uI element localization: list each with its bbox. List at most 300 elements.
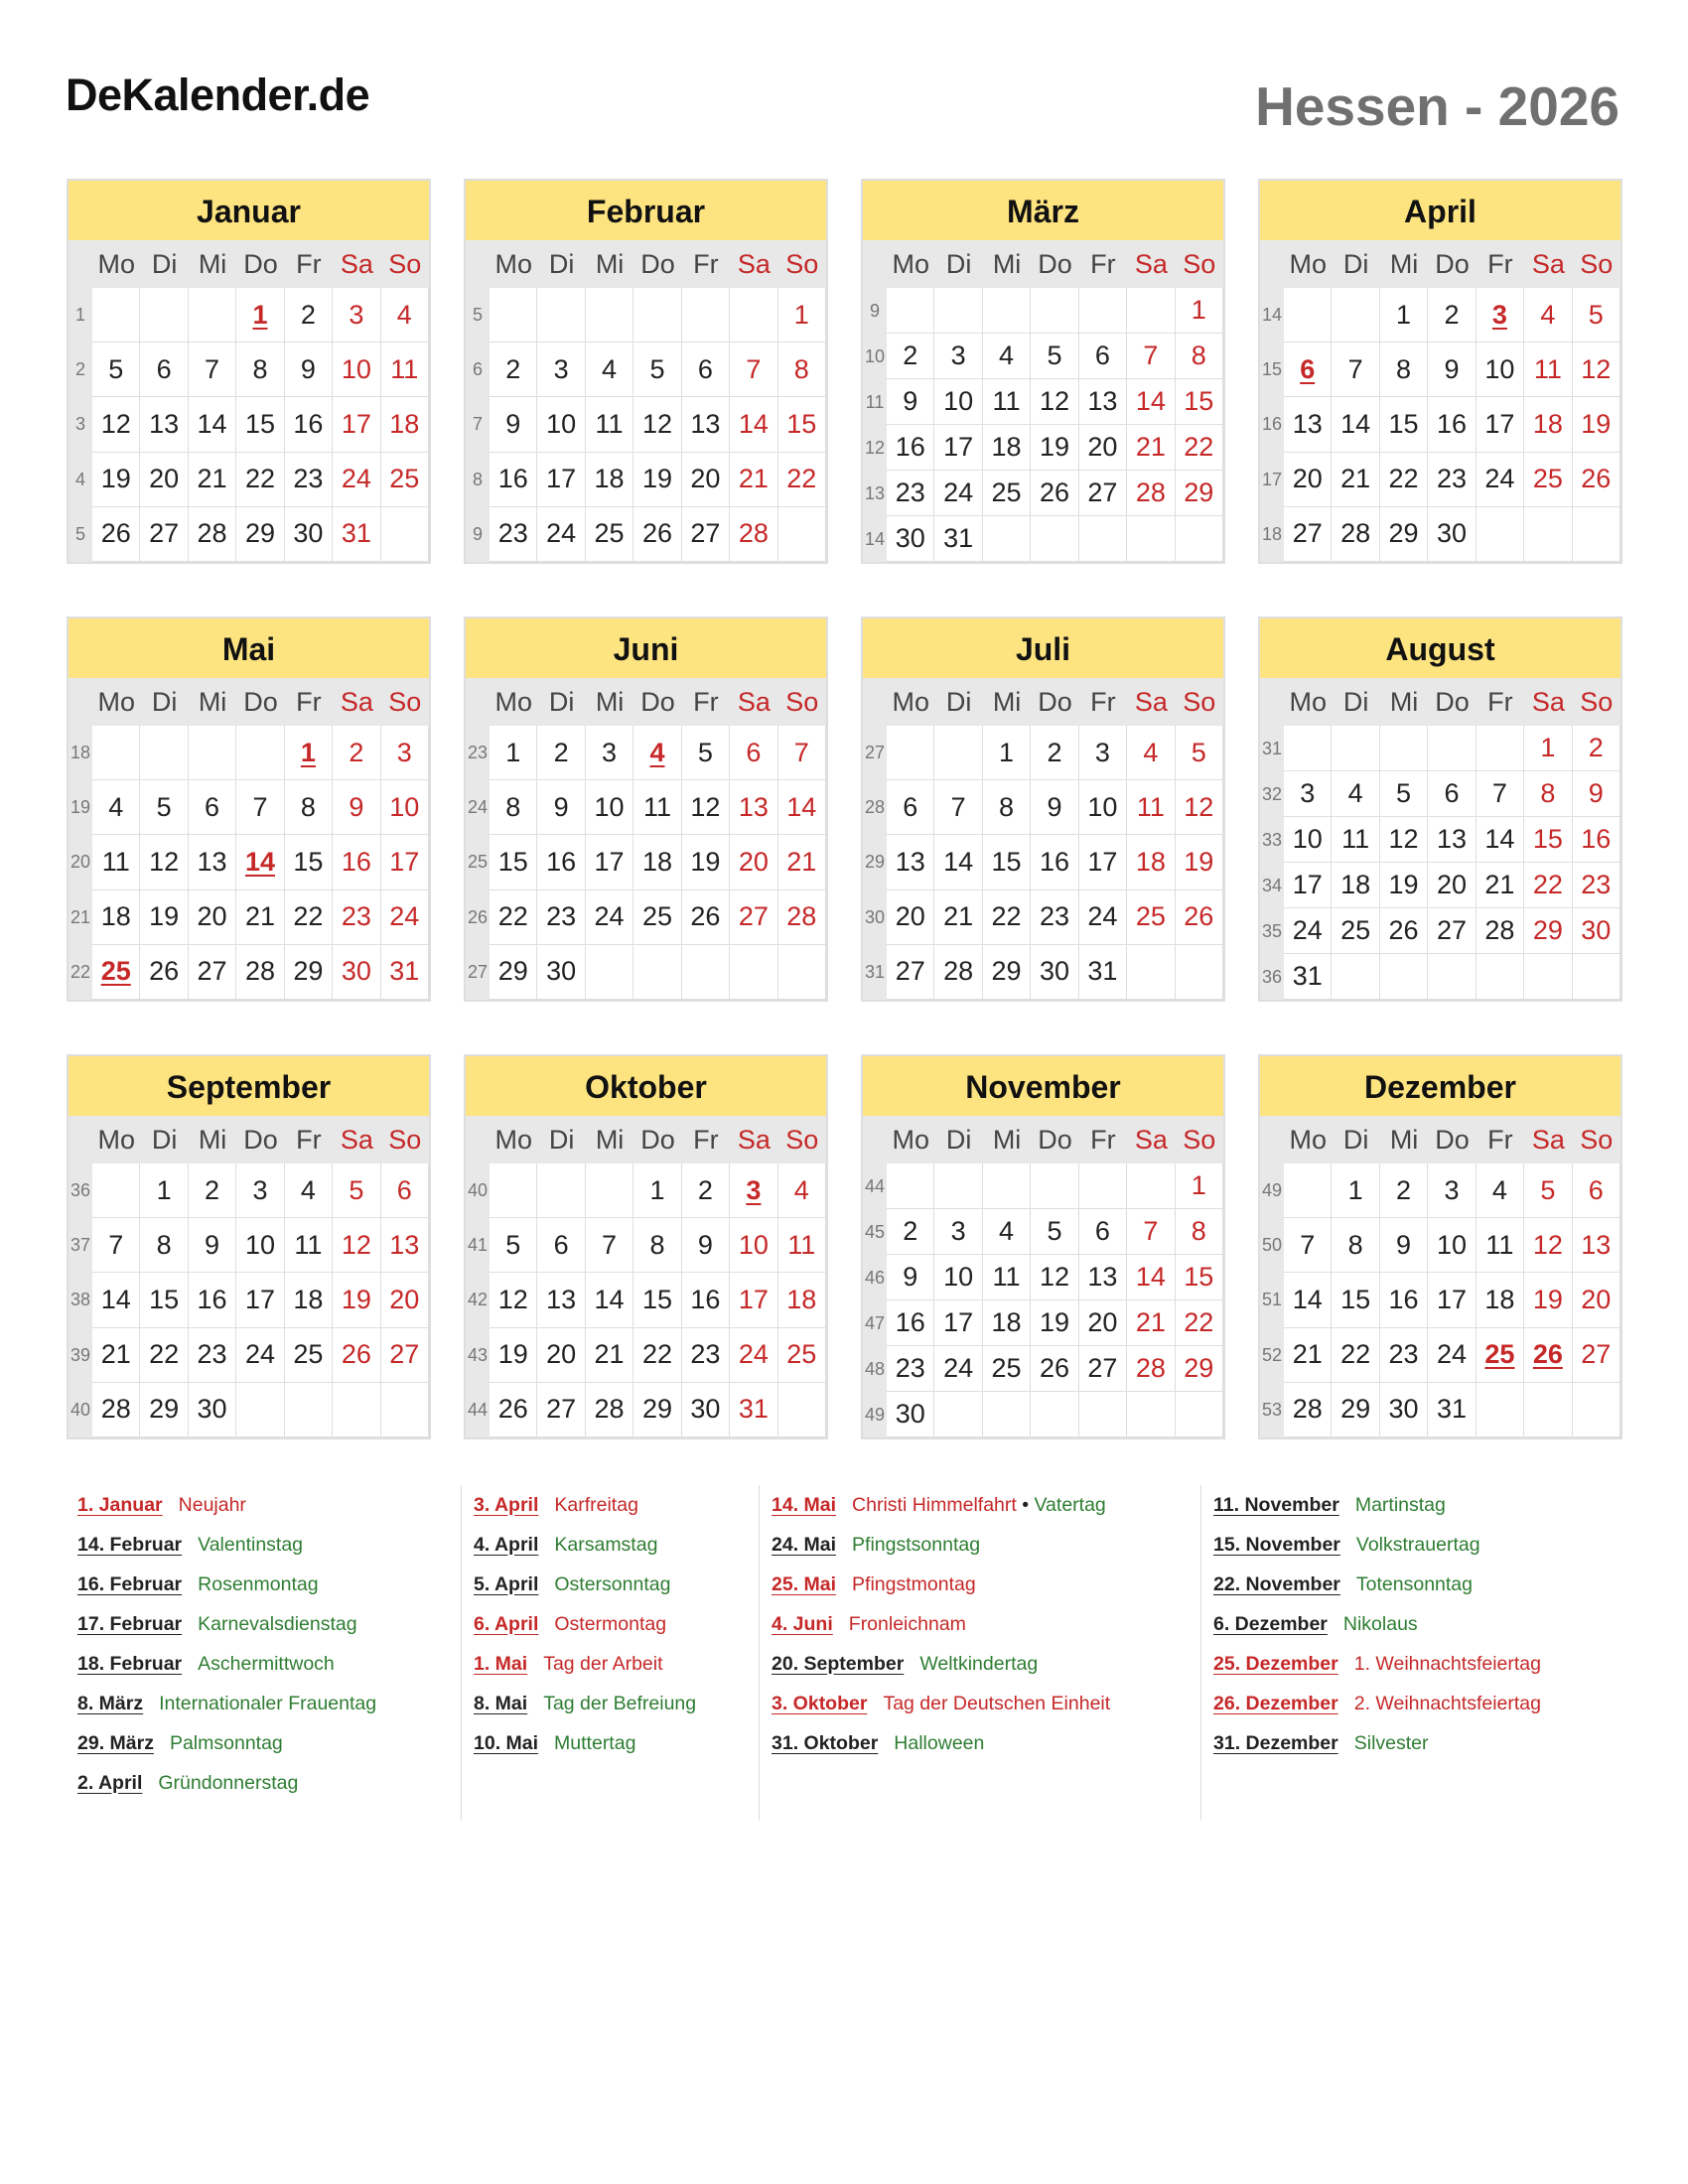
day-cell[interactable]: 3 — [236, 1163, 284, 1218]
day-cell[interactable]: 29 — [285, 945, 333, 1000]
day-cell[interactable]: 14 — [1127, 379, 1175, 425]
day-cell[interactable]: 2 — [887, 1209, 934, 1255]
day-cell[interactable]: 26 — [1031, 471, 1078, 516]
holiday-date[interactable]: 31. Oktober — [772, 1731, 879, 1754]
day-cell[interactable]: 23 — [285, 453, 333, 507]
holiday-date[interactable]: 6. April — [474, 1612, 539, 1635]
day-cell[interactable]: 22 — [140, 1328, 188, 1383]
day-cell[interactable]: 8 — [1524, 771, 1572, 817]
day-cell[interactable]: 20 — [1284, 453, 1332, 507]
day-cell[interactable]: 15 — [1524, 817, 1572, 863]
day-cell[interactable]: 27 — [1428, 908, 1476, 954]
day-cell[interactable]: 22 — [285, 890, 333, 945]
day-cell[interactable]: 13 — [1284, 397, 1332, 452]
day-cell[interactable]: 10 — [1284, 817, 1332, 863]
day-cell[interactable]: 12 — [682, 780, 730, 835]
day-cell[interactable]: 2 — [333, 726, 380, 780]
day-cell[interactable]: 19 — [333, 1273, 380, 1327]
day-cell[interactable]: 1 — [1176, 288, 1223, 334]
day-cell[interactable]: 9 — [1031, 780, 1078, 835]
day-cell[interactable]: 11 — [983, 379, 1031, 425]
day-cell[interactable]: 3 — [1428, 1163, 1476, 1218]
day-cell[interactable]: 25 — [285, 1328, 333, 1383]
day-cell[interactable]: 13 — [887, 835, 934, 889]
day-cell[interactable]: 27 — [140, 507, 188, 562]
day-cell[interactable]: 13 — [682, 397, 730, 452]
day-cell[interactable]: 15 — [1380, 397, 1428, 452]
day-cell[interactable]: 6 — [1079, 334, 1127, 379]
day-cell[interactable]: 15 — [1176, 379, 1223, 425]
day-cell[interactable]: 24 — [333, 453, 380, 507]
day-cell[interactable]: 27 — [682, 507, 730, 562]
day-cell[interactable]: 5 — [1573, 288, 1620, 342]
day-cell[interactable]: 7 — [586, 1218, 633, 1273]
day-cell[interactable]: 19 — [1524, 1273, 1572, 1327]
day-cell[interactable]: 18 — [381, 397, 429, 452]
day-cell[interactable]: 28 — [1284, 1383, 1332, 1437]
day-cell[interactable]: 14 — [236, 835, 284, 889]
day-cell[interactable]: 1 — [1380, 288, 1428, 342]
day-cell[interactable]: 3 — [1477, 288, 1524, 342]
day-cell[interactable]: 26 — [633, 507, 681, 562]
day-cell[interactable]: 5 — [333, 1163, 380, 1218]
day-cell[interactable]: 17 — [236, 1273, 284, 1327]
day-cell[interactable]: 20 — [537, 1328, 585, 1383]
day-cell[interactable]: 8 — [140, 1218, 188, 1273]
day-cell[interactable]: 11 — [381, 342, 429, 397]
day-cell[interactable]: 20 — [1079, 1300, 1127, 1346]
day-cell[interactable]: 23 — [887, 1346, 934, 1392]
day-cell[interactable]: 5 — [633, 342, 681, 397]
holiday-date[interactable]: 15. November — [1213, 1533, 1340, 1556]
day-cell[interactable]: 19 — [682, 835, 730, 889]
day-cell[interactable]: 25 — [778, 1328, 826, 1383]
day-cell[interactable]: 30 — [537, 945, 585, 1000]
day-cell[interactable]: 22 — [1332, 1328, 1379, 1383]
day-cell[interactable]: 11 — [778, 1218, 826, 1273]
day-cell[interactable]: 10 — [934, 379, 982, 425]
day-cell[interactable]: 22 — [1380, 453, 1428, 507]
day-cell[interactable]: 2 — [1380, 1163, 1428, 1218]
day-cell[interactable]: 4 — [633, 726, 681, 780]
day-cell[interactable]: 7 — [1127, 334, 1175, 379]
day-cell[interactable]: 16 — [537, 835, 585, 889]
day-cell[interactable]: 16 — [887, 1300, 934, 1346]
day-cell[interactable]: 3 — [537, 342, 585, 397]
day-cell[interactable]: 29 — [236, 507, 284, 562]
day-cell[interactable]: 24 — [381, 890, 429, 945]
day-cell[interactable]: 4 — [778, 1163, 826, 1218]
day-cell[interactable]: 7 — [1284, 1218, 1332, 1273]
day-cell[interactable]: 30 — [682, 1383, 730, 1437]
day-cell[interactable]: 12 — [633, 397, 681, 452]
day-cell[interactable]: 17 — [730, 1273, 777, 1327]
day-cell[interactable]: 17 — [333, 397, 380, 452]
day-cell[interactable]: 20 — [381, 1273, 429, 1327]
day-cell[interactable]: 15 — [236, 397, 284, 452]
day-cell[interactable]: 20 — [682, 453, 730, 507]
day-cell[interactable]: 2 — [537, 726, 585, 780]
day-cell[interactable]: 13 — [1079, 1255, 1127, 1300]
day-cell[interactable]: 18 — [1127, 835, 1175, 889]
day-cell[interactable]: 5 — [92, 342, 140, 397]
day-cell[interactable]: 1 — [236, 288, 284, 342]
day-cell[interactable]: 14 — [189, 397, 236, 452]
day-cell[interactable]: 23 — [537, 890, 585, 945]
day-cell[interactable]: 17 — [1477, 397, 1524, 452]
day-cell[interactable]: 8 — [778, 342, 826, 397]
day-cell[interactable]: 9 — [189, 1218, 236, 1273]
day-cell[interactable]: 24 — [1284, 908, 1332, 954]
day-cell[interactable]: 28 — [1127, 471, 1175, 516]
day-cell[interactable]: 12 — [140, 835, 188, 889]
day-cell[interactable]: 14 — [92, 1273, 140, 1327]
day-cell[interactable]: 3 — [934, 334, 982, 379]
day-cell[interactable]: 8 — [1380, 342, 1428, 397]
day-cell[interactable]: 4 — [1127, 726, 1175, 780]
day-cell[interactable]: 30 — [189, 1383, 236, 1437]
day-cell[interactable]: 1 — [285, 726, 333, 780]
day-cell[interactable]: 17 — [934, 425, 982, 471]
holiday-date[interactable]: 26. Dezember — [1213, 1692, 1338, 1714]
day-cell[interactable]: 4 — [983, 1209, 1031, 1255]
day-cell[interactable]: 3 — [586, 726, 633, 780]
day-cell[interactable]: 30 — [1428, 507, 1476, 562]
day-cell[interactable]: 27 — [1079, 471, 1127, 516]
day-cell[interactable]: 8 — [285, 780, 333, 835]
day-cell[interactable]: 25 — [1127, 890, 1175, 945]
holiday-date[interactable]: 1. Januar — [77, 1493, 163, 1516]
day-cell[interactable]: 6 — [537, 1218, 585, 1273]
day-cell[interactable]: 5 — [1380, 771, 1428, 817]
holiday-date[interactable]: 25. Dezember — [1213, 1652, 1338, 1675]
day-cell[interactable]: 14 — [934, 835, 982, 889]
day-cell[interactable]: 28 — [778, 890, 826, 945]
day-cell[interactable]: 4 — [1524, 288, 1572, 342]
day-cell[interactable]: 24 — [537, 507, 585, 562]
day-cell[interactable]: 3 — [333, 288, 380, 342]
day-cell[interactable]: 10 — [586, 780, 633, 835]
day-cell[interactable]: 18 — [983, 1300, 1031, 1346]
day-cell[interactable]: 20 — [1428, 863, 1476, 908]
day-cell[interactable]: 10 — [1079, 780, 1127, 835]
day-cell[interactable]: 9 — [490, 397, 537, 452]
day-cell[interactable]: 9 — [887, 379, 934, 425]
day-cell[interactable]: 26 — [1524, 1328, 1572, 1383]
day-cell[interactable]: 27 — [1573, 1328, 1620, 1383]
holiday-date[interactable]: 10. Mai — [474, 1731, 539, 1754]
day-cell[interactable]: 15 — [778, 397, 826, 452]
day-cell[interactable]: 21 — [934, 890, 982, 945]
day-cell[interactable]: 4 — [381, 288, 429, 342]
day-cell[interactable]: 4 — [1477, 1163, 1524, 1218]
day-cell[interactable]: 26 — [92, 507, 140, 562]
day-cell[interactable]: 22 — [1176, 425, 1223, 471]
day-cell[interactable]: 31 — [381, 945, 429, 1000]
day-cell[interactable]: 29 — [1176, 1346, 1223, 1392]
day-cell[interactable]: 7 — [1332, 342, 1379, 397]
day-cell[interactable]: 1 — [1524, 726, 1572, 771]
day-cell[interactable]: 15 — [490, 835, 537, 889]
day-cell[interactable]: 11 — [1477, 1218, 1524, 1273]
day-cell[interactable]: 25 — [633, 890, 681, 945]
day-cell[interactable]: 3 — [1284, 771, 1332, 817]
day-cell[interactable]: 29 — [1524, 908, 1572, 954]
day-cell[interactable]: 4 — [285, 1163, 333, 1218]
day-cell[interactable]: 12 — [1031, 1255, 1078, 1300]
day-cell[interactable]: 21 — [1332, 453, 1379, 507]
day-cell[interactable]: 5 — [140, 780, 188, 835]
day-cell[interactable]: 10 — [381, 780, 429, 835]
day-cell[interactable]: 7 — [1477, 771, 1524, 817]
day-cell[interactable]: 24 — [586, 890, 633, 945]
holiday-date[interactable]: 17. Februar — [77, 1612, 183, 1635]
holiday-date[interactable]: 6. Dezember — [1213, 1612, 1328, 1635]
day-cell[interactable]: 1 — [778, 288, 826, 342]
day-cell[interactable]: 16 — [285, 397, 333, 452]
day-cell[interactable]: 24 — [236, 1328, 284, 1383]
day-cell[interactable]: 17 — [537, 453, 585, 507]
day-cell[interactable]: 14 — [778, 780, 826, 835]
day-cell[interactable]: 22 — [983, 890, 1031, 945]
day-cell[interactable]: 1 — [490, 726, 537, 780]
day-cell[interactable]: 28 — [586, 1383, 633, 1437]
day-cell[interactable]: 22 — [1176, 1300, 1223, 1346]
day-cell[interactable]: 26 — [140, 945, 188, 1000]
day-cell[interactable]: 22 — [490, 890, 537, 945]
day-cell[interactable]: 18 — [1332, 863, 1379, 908]
day-cell[interactable]: 8 — [1332, 1218, 1379, 1273]
day-cell[interactable]: 11 — [633, 780, 681, 835]
day-cell[interactable]: 7 — [1127, 1209, 1175, 1255]
day-cell[interactable]: 30 — [333, 945, 380, 1000]
day-cell[interactable]: 18 — [1524, 397, 1572, 452]
day-cell[interactable]: 8 — [490, 780, 537, 835]
day-cell[interactable]: 16 — [490, 453, 537, 507]
day-cell[interactable]: 11 — [92, 835, 140, 889]
day-cell[interactable]: 7 — [236, 780, 284, 835]
day-cell[interactable]: 29 — [140, 1383, 188, 1437]
day-cell[interactable]: 23 — [1380, 1328, 1428, 1383]
day-cell[interactable]: 25 — [983, 1346, 1031, 1392]
day-cell[interactable]: 18 — [92, 890, 140, 945]
holiday-date[interactable]: 8. März — [77, 1692, 144, 1714]
holiday-date[interactable]: 20. September — [772, 1652, 905, 1675]
day-cell[interactable]: 9 — [1380, 1218, 1428, 1273]
holiday-date[interactable]: 4. April — [474, 1533, 539, 1556]
day-cell[interactable]: 20 — [140, 453, 188, 507]
day-cell[interactable]: 11 — [983, 1255, 1031, 1300]
day-cell[interactable]: 10 — [730, 1218, 777, 1273]
day-cell[interactable]: 15 — [983, 835, 1031, 889]
day-cell[interactable]: 6 — [682, 342, 730, 397]
holiday-date[interactable]: 22. November — [1213, 1572, 1340, 1595]
day-cell[interactable]: 18 — [633, 835, 681, 889]
day-cell[interactable]: 28 — [934, 945, 982, 1000]
day-cell[interactable]: 27 — [537, 1383, 585, 1437]
day-cell[interactable]: 14 — [1284, 1273, 1332, 1327]
day-cell[interactable]: 4 — [586, 342, 633, 397]
day-cell[interactable]: 30 — [1573, 908, 1620, 954]
day-cell[interactable]: 13 — [1428, 817, 1476, 863]
day-cell[interactable]: 27 — [1284, 507, 1332, 562]
day-cell[interactable]: 16 — [1380, 1273, 1428, 1327]
day-cell[interactable]: 6 — [1284, 342, 1332, 397]
day-cell[interactable]: 28 — [1127, 1346, 1175, 1392]
day-cell[interactable]: 6 — [1079, 1209, 1127, 1255]
day-cell[interactable]: 17 — [1079, 835, 1127, 889]
day-cell[interactable]: 8 — [633, 1218, 681, 1273]
day-cell[interactable]: 3 — [1079, 726, 1127, 780]
day-cell[interactable]: 29 — [1176, 471, 1223, 516]
day-cell[interactable]: 22 — [778, 453, 826, 507]
day-cell[interactable]: 4 — [92, 780, 140, 835]
day-cell[interactable]: 25 — [92, 945, 140, 1000]
day-cell[interactable]: 4 — [1332, 771, 1379, 817]
day-cell[interactable]: 10 — [1428, 1218, 1476, 1273]
day-cell[interactable]: 29 — [490, 945, 537, 1000]
day-cell[interactable]: 26 — [1380, 908, 1428, 954]
day-cell[interactable]: 26 — [333, 1328, 380, 1383]
day-cell[interactable]: 24 — [1079, 890, 1127, 945]
day-cell[interactable]: 26 — [682, 890, 730, 945]
day-cell[interactable]: 29 — [1380, 507, 1428, 562]
day-cell[interactable]: 11 — [1332, 817, 1379, 863]
day-cell[interactable]: 1 — [140, 1163, 188, 1218]
day-cell[interactable]: 13 — [1573, 1218, 1620, 1273]
day-cell[interactable]: 28 — [236, 945, 284, 1000]
day-cell[interactable]: 14 — [1332, 397, 1379, 452]
day-cell[interactable]: 9 — [1428, 342, 1476, 397]
day-cell[interactable]: 15 — [633, 1273, 681, 1327]
day-cell[interactable]: 24 — [934, 471, 982, 516]
day-cell[interactable]: 7 — [730, 342, 777, 397]
day-cell[interactable]: 23 — [189, 1328, 236, 1383]
day-cell[interactable]: 14 — [586, 1273, 633, 1327]
day-cell[interactable]: 28 — [1477, 908, 1524, 954]
day-cell[interactable]: 6 — [730, 726, 777, 780]
day-cell[interactable]: 29 — [633, 1383, 681, 1437]
day-cell[interactable]: 18 — [285, 1273, 333, 1327]
day-cell[interactable]: 2 — [1573, 726, 1620, 771]
day-cell[interactable]: 28 — [92, 1383, 140, 1437]
holiday-date[interactable]: 11. November — [1213, 1493, 1339, 1516]
day-cell[interactable]: 31 — [1428, 1383, 1476, 1437]
day-cell[interactable]: 9 — [1573, 771, 1620, 817]
day-cell[interactable]: 30 — [887, 1392, 934, 1437]
day-cell[interactable]: 7 — [778, 726, 826, 780]
day-cell[interactable]: 4 — [983, 334, 1031, 379]
day-cell[interactable]: 27 — [887, 945, 934, 1000]
day-cell[interactable]: 6 — [1573, 1163, 1620, 1218]
day-cell[interactable]: 25 — [1524, 453, 1572, 507]
day-cell[interactable]: 29 — [983, 945, 1031, 1000]
day-cell[interactable]: 25 — [983, 471, 1031, 516]
day-cell[interactable]: 18 — [586, 453, 633, 507]
day-cell[interactable]: 19 — [1573, 397, 1620, 452]
day-cell[interactable]: 3 — [934, 1209, 982, 1255]
day-cell[interactable]: 17 — [1428, 1273, 1476, 1327]
day-cell[interactable]: 13 — [189, 835, 236, 889]
day-cell[interactable]: 16 — [333, 835, 380, 889]
day-cell[interactable]: 7 — [934, 780, 982, 835]
day-cell[interactable]: 23 — [887, 471, 934, 516]
holiday-date[interactable]: 3. Oktober — [772, 1692, 868, 1714]
day-cell[interactable]: 22 — [1524, 863, 1572, 908]
day-cell[interactable]: 27 — [730, 890, 777, 945]
day-cell[interactable]: 20 — [189, 890, 236, 945]
day-cell[interactable]: 19 — [1031, 1300, 1078, 1346]
day-cell[interactable]: 5 — [1524, 1163, 1572, 1218]
holiday-date[interactable]: 24. Mai — [772, 1533, 837, 1556]
day-cell[interactable]: 19 — [140, 890, 188, 945]
day-cell[interactable]: 3 — [730, 1163, 777, 1218]
day-cell[interactable]: 27 — [189, 945, 236, 1000]
day-cell[interactable]: 21 — [92, 1328, 140, 1383]
site-logo-text[interactable]: DeKalender.de — [66, 69, 370, 120]
day-cell[interactable]: 23 — [490, 507, 537, 562]
day-cell[interactable]: 19 — [92, 453, 140, 507]
day-cell[interactable]: 3 — [381, 726, 429, 780]
holiday-date[interactable]: 29. März — [77, 1731, 154, 1754]
day-cell[interactable]: 26 — [1573, 453, 1620, 507]
day-cell[interactable]: 20 — [1079, 425, 1127, 471]
day-cell[interactable]: 15 — [140, 1273, 188, 1327]
day-cell[interactable]: 9 — [887, 1255, 934, 1300]
day-cell[interactable]: 17 — [934, 1300, 982, 1346]
day-cell[interactable]: 27 — [381, 1328, 429, 1383]
day-cell[interactable]: 19 — [633, 453, 681, 507]
day-cell[interactable]: 31 — [1284, 954, 1332, 1000]
day-cell[interactable]: 5 — [1031, 334, 1078, 379]
holiday-date[interactable]: 5. April — [474, 1572, 539, 1595]
day-cell[interactable]: 12 — [1573, 342, 1620, 397]
holiday-date[interactable]: 25. Mai — [772, 1572, 837, 1595]
day-cell[interactable]: 14 — [730, 397, 777, 452]
day-cell[interactable]: 26 — [1031, 1346, 1078, 1392]
day-cell[interactable]: 21 — [1127, 425, 1175, 471]
day-cell[interactable]: 26 — [490, 1383, 537, 1437]
day-cell[interactable]: 30 — [285, 507, 333, 562]
day-cell[interactable]: 19 — [1031, 425, 1078, 471]
day-cell[interactable]: 21 — [778, 835, 826, 889]
day-cell[interactable]: 15 — [1332, 1273, 1379, 1327]
day-cell[interactable]: 5 — [490, 1218, 537, 1273]
day-cell[interactable]: 31 — [730, 1383, 777, 1437]
day-cell[interactable]: 12 — [1380, 817, 1428, 863]
day-cell[interactable]: 26 — [1176, 890, 1223, 945]
day-cell[interactable]: 31 — [1079, 945, 1127, 1000]
day-cell[interactable]: 6 — [189, 780, 236, 835]
day-cell[interactable]: 23 — [333, 890, 380, 945]
day-cell[interactable]: 5 — [682, 726, 730, 780]
day-cell[interactable]: 8 — [1176, 1209, 1223, 1255]
holiday-date[interactable]: 3. April — [474, 1493, 539, 1516]
day-cell[interactable]: 14 — [1477, 817, 1524, 863]
day-cell[interactable]: 30 — [1380, 1383, 1428, 1437]
day-cell[interactable]: 5 — [1031, 1209, 1078, 1255]
day-cell[interactable]: 11 — [285, 1218, 333, 1273]
day-cell[interactable]: 11 — [1524, 342, 1572, 397]
day-cell[interactable]: 22 — [633, 1328, 681, 1383]
day-cell[interactable]: 11 — [1127, 780, 1175, 835]
day-cell[interactable]: 10 — [934, 1255, 982, 1300]
day-cell[interactable]: 2 — [490, 342, 537, 397]
day-cell[interactable]: 21 — [1477, 863, 1524, 908]
holiday-date[interactable]: 16. Februar — [77, 1572, 183, 1595]
day-cell[interactable]: 20 — [1573, 1273, 1620, 1327]
day-cell[interactable]: 1 — [983, 726, 1031, 780]
